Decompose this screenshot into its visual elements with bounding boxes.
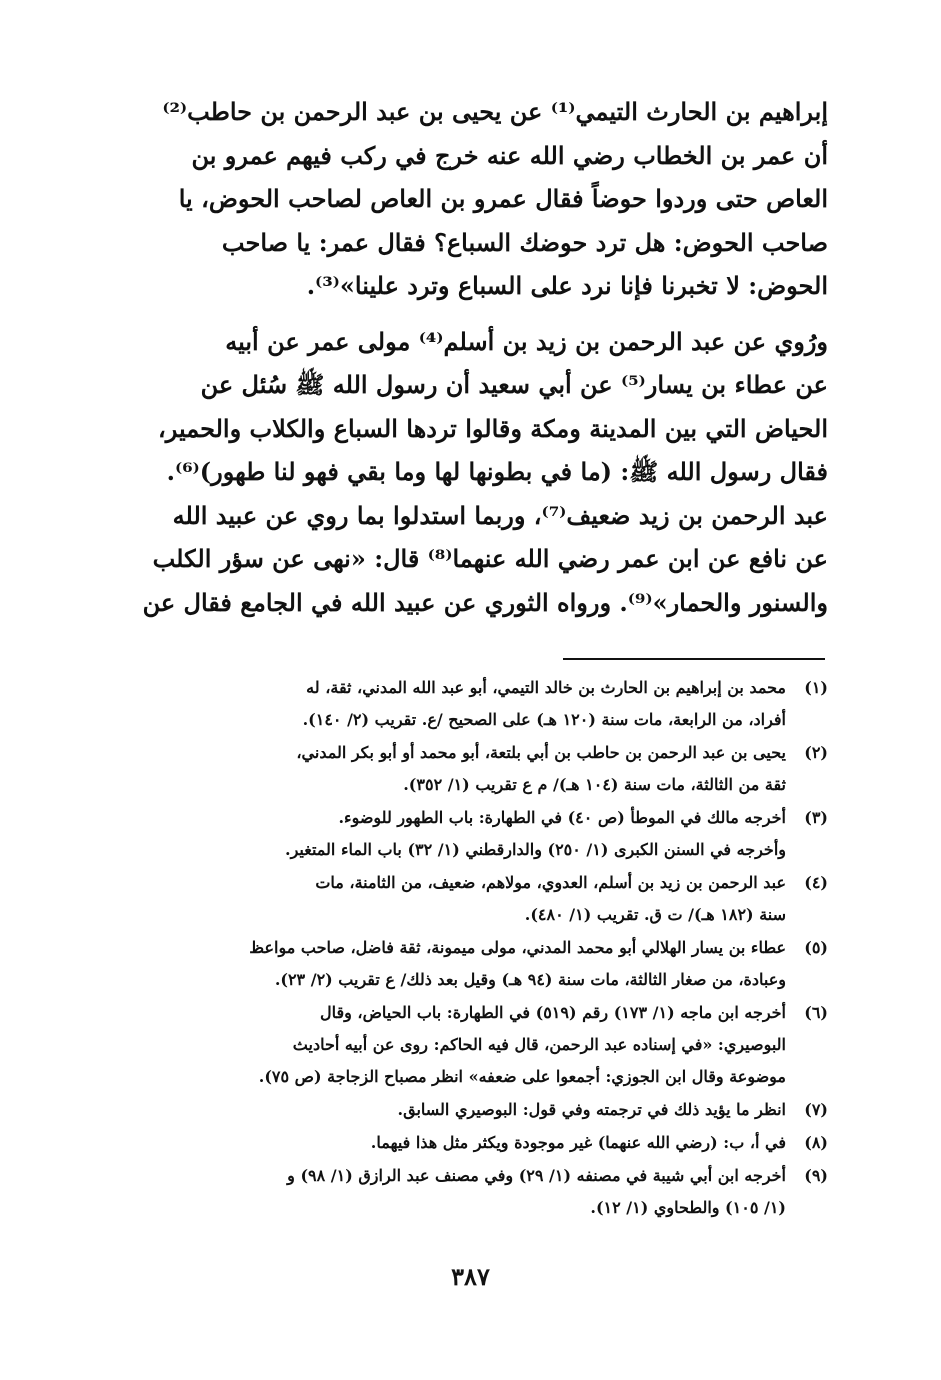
footnote-body <box>128 802 786 866</box>
footnote-number: (٤) <box>804 873 828 892</box>
footnote-number: (٦) <box>804 1003 828 1022</box>
footnote <box>128 932 828 996</box>
footnote-line: ثقة من الثالثة، مات سنة (١٠٤ هـ)/ م ع تقريب (١/ ٣٥٢). <box>403 775 786 794</box>
footnote <box>128 737 828 801</box>
footnote-line: عبد الرحمن بن زيد بن أسلم، العدوي، مولاهم، ضعيف، من الثامنة، مات <box>315 873 786 892</box>
footnote-body <box>128 672 786 736</box>
footnote-line: البوصيري: «في إسناده عبد الرحمن، قال فيه الحاكم: روى عن أبيه أحاديث <box>292 1035 786 1054</box>
footnote-line: أفراد، من الرابعة، مات سنة (١٢٠ هـ) على الصحيح /ع. تقريب (٢/ ١٤٠). <box>302 710 786 729</box>
footnote-line: يحيى بن عبد الرحمن بن حاطب بن أبي بلتعة، أبو محمد أو أبو بكر المدني، <box>296 743 786 762</box>
main-text-line: عن عطاء بن يسار⁽⁵⁾ عن أبي سعيد أن رسول الله ﷺ سُئل عن <box>200 370 828 399</box>
footnote-number: (٩) <box>804 1166 828 1185</box>
footnotes-section <box>128 672 828 1225</box>
footnote-body <box>128 737 786 801</box>
main-text-line: الحياض التي بين المدينة ومكة وقالوا تردها السباع والكلاب والحمير، <box>158 413 828 443</box>
footnote <box>128 997 828 1093</box>
footnote-line: أخرجه ابن ماجه (١/ ١٧٣) رقم (٥١٩) في الطهارة: باب الحياض، وقال <box>319 1003 786 1022</box>
footnote-body <box>128 1127 786 1159</box>
footnote <box>128 802 828 866</box>
footnote-number: (٥) <box>804 938 828 957</box>
footnote-line: سنة (١٨٢ هـ)/ ت ق. تقريب (١/ ٤٨٠). <box>524 905 786 924</box>
footnote-line: موضوعة وقال ابن الجوزي: أجمعوا على ضعفه» انظر مصباح الزجاجة (ص ٧٥). <box>258 1067 786 1086</box>
footnote-line: انظر ما يؤيد ذلك في ترجمته وفي قول: البوصيري السابق. <box>397 1100 786 1119</box>
footnote-line: أخرجه ابن أبي شيبة في مصنفه (١/ ٢٩) وفي مصنف عبد الرازق (١/ ٩٨) و <box>287 1166 786 1185</box>
footnote-body <box>128 1160 786 1224</box>
footnote-number: (١) <box>804 678 828 697</box>
footnote-body <box>128 867 786 931</box>
footnote <box>128 1094 828 1126</box>
main-text-line: إبراهيم بن الحارث التيمي⁽¹⁾ عن يحيى بن عبد الرحمن بن حاطب⁽²⁾ <box>162 97 828 126</box>
footnote-body <box>128 1094 786 1126</box>
footnote <box>128 672 828 736</box>
main-text-line: أن عمر بن الخطاب رضي الله عنه خرج في ركب فيهم عمرو بن <box>191 140 828 170</box>
footnote-line: (١/ ١٠٥) والطحاوي (١/ ١٢). <box>590 1198 786 1217</box>
footnote-line: وعبادة، من صغار الثالثة، مات سنة (٩٤ هـ) وقيل بعد ذلك/ ع تقريب (٢/ ٢٣). <box>274 970 786 989</box>
footnote-number: (٢) <box>804 743 828 762</box>
main-text-line: الحوض: لا تخبرنا فإنا نرد على السباع وترد علينا»⁽³⁾. <box>306 271 828 300</box>
footnote-number: (٨) <box>804 1133 828 1152</box>
main-text-line: العاص حتى وردوا حوضاً فقال عمرو بن العاص لصاحب الحوض، يا <box>178 184 828 213</box>
page-number: ٣٨٧ <box>451 1262 490 1291</box>
footnote <box>128 1160 828 1224</box>
footnote-divider <box>563 658 825 660</box>
footnote-body <box>128 932 786 996</box>
footnote-number: (٣) <box>804 808 828 827</box>
footnote-body <box>128 997 786 1093</box>
main-text-line: ورُوي عن عبد الرحمن بن زيد بن أسلم⁽⁴⁾ مولى عمر عن أبيه <box>225 326 828 356</box>
footnote <box>128 867 828 931</box>
main-text-line: صاحب الحوض: هل ترد حوضك السباع؟ فقال عمر: يا صاحب <box>221 227 828 257</box>
footnote-line: عطاء بن يسار الهلالي أبو محمد المدني، مولى ميمونة، ثقة فاضل، صاحب مواعظ <box>249 938 786 957</box>
main-text-line: عبد الرحمن بن زيد ضعيف⁽⁷⁾، وربما استدلوا بما روي عن عبيد الله <box>172 500 828 530</box>
main-text-block <box>132 90 828 624</box>
footnote-line: وأخرجه في السنن الكبرى (١/ ٢٥٠) والدارقطني (١/ ٣٢) باب الماء المتغير. <box>285 840 786 859</box>
main-text-line: والسنور والحمار»⁽⁹⁾. ورواه الثوري عن عبيد الله في الجامع فقال عن <box>142 587 828 617</box>
footnote-number: (٧) <box>804 1100 828 1119</box>
paragraph-gap <box>132 308 828 320</box>
footnote-line: أخرجه مالك في الموطأ (ص ٤٠) في الطهارة: باب الطهور للوضوء. <box>338 808 786 827</box>
footnote-line: محمد بن إبراهيم بن الحارث بن خالد التيمي، أبو عبد الله المدني، ثقة، له <box>306 678 786 697</box>
footnote <box>128 1127 828 1159</box>
footnote-line: في أ، ب: (رضي الله عنهما) غير موجودة ويكثر مثل هذا فيهما. <box>370 1133 786 1152</box>
main-text-line: فقال رسول الله ﷺ: (ما في بطونها لها وما بقي فهو لنا طهور)⁽⁶⁾. <box>166 457 828 486</box>
main-text-line: عن نافع عن ابن عمر رضي الله عنهما⁽⁸⁾ قال: «نهى عن سؤر الكلب <box>152 544 828 573</box>
